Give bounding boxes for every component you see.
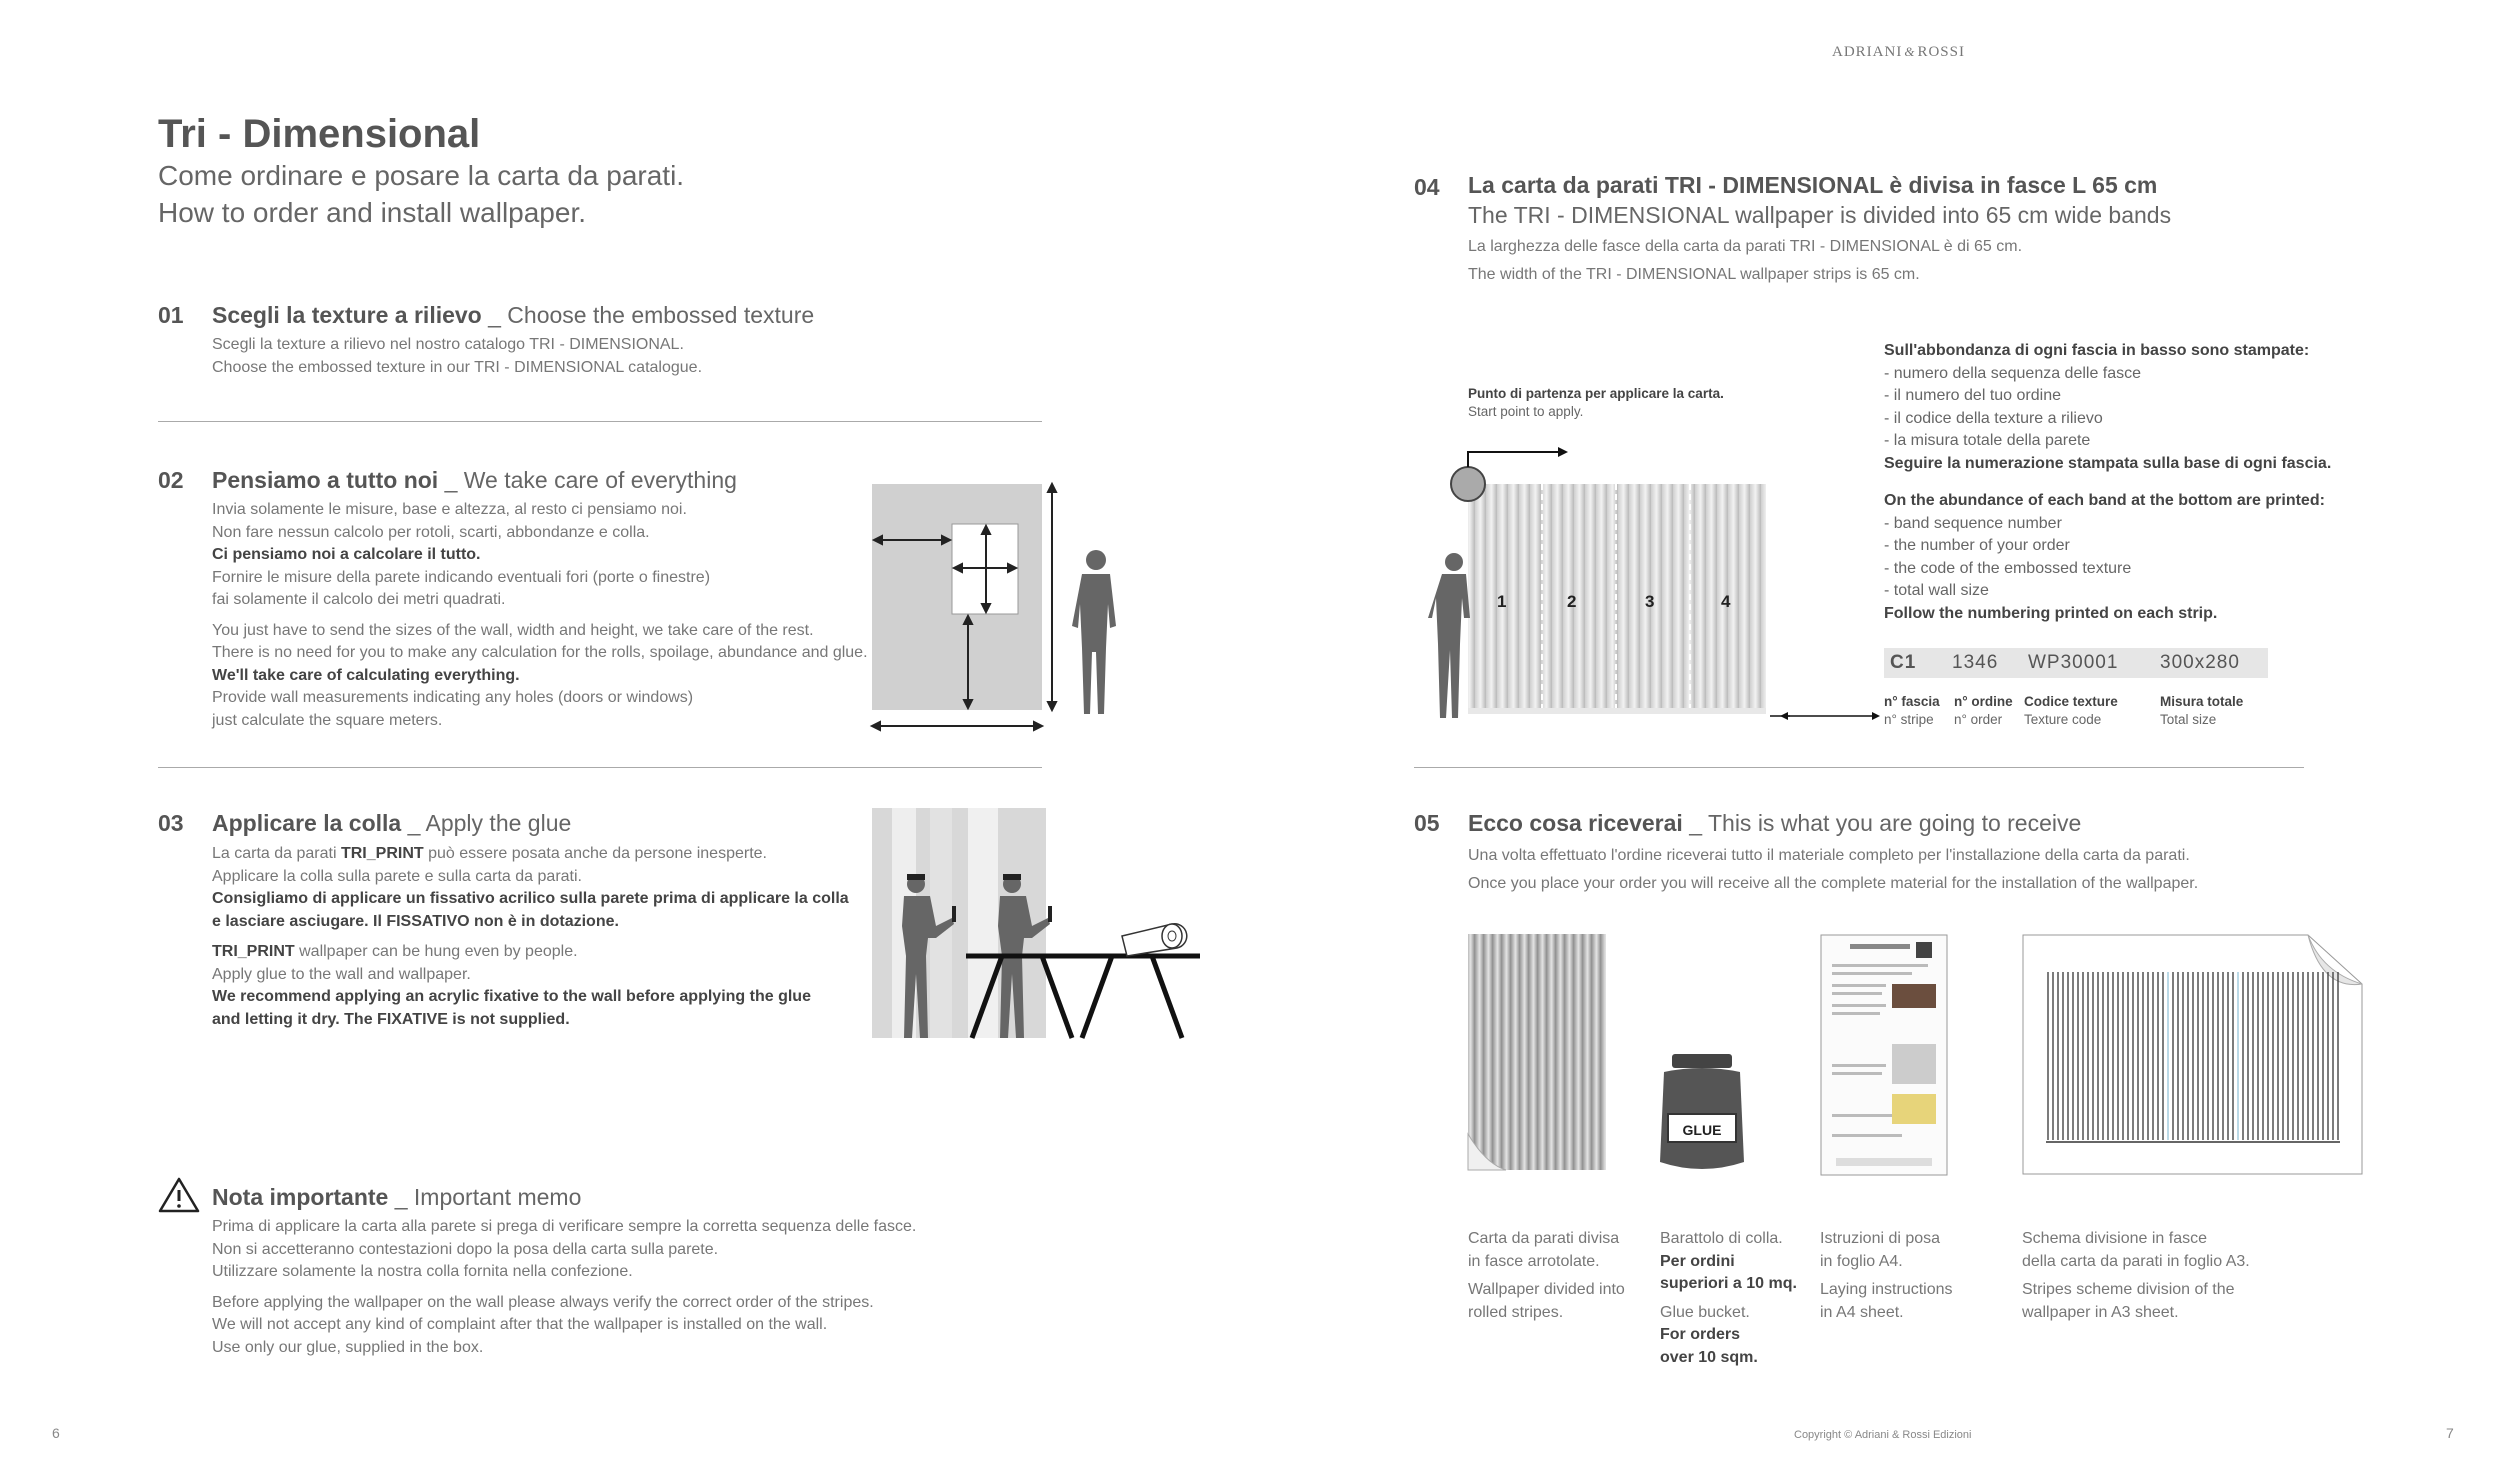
step-02-title: Pensiamo a tutto noi _ We take care of everything bbox=[212, 467, 737, 493]
step-04-text: La larghezza delle fasce della carta da parati TRI - DIMENSIONAL è di 65 cm. The width of the TRI - DIMENSIONAL wallpaper strips is 65 cm. bbox=[1468, 238, 2023, 283]
step-02-text: Invia solamente le misure, base e altezza, al resto ci pensiamo noi. Non fare nessun calcolo per rotoli, scarti, abbondanze e colla. Ci pensiamo noi a calcolare il tutto. Fornire le misure della parete indicando eventuali fori (porte o finestre) fai solamente il calcolo dei metri quadrati. You just have to send the sizes of the wall, width and height, we take care of the rest. There is no need for you to make any calculation for the rolls, spoilage, abundance and glue. We'll take care of calculating everything. Provide wall measurements indicating any holes (doors or windows) just calculate the square meters. bbox=[212, 501, 868, 729]
man-silhouette-icon bbox=[1064, 548, 1124, 718]
start-point-label: Punto di partenza per applicare la carta. Start point to apply. bbox=[1468, 386, 1724, 419]
step-05-text: Una volta effettuato l'ordine riceverai tutto il materiale completo per l'installazione della carta da parati. Once you place your order you will receive all the complete material for the installation of the wallpaper. bbox=[1468, 847, 2199, 892]
copyright: Copyright © Adriani & Rossi Edizioni bbox=[1794, 1429, 1972, 1441]
caption-scheme: Schema divisione in fasce della carta da parati in foglio A3. Stripes scheme division of the wallpaper in A3 sheet. bbox=[2022, 1230, 2250, 1321]
page-number-left: 6 bbox=[52, 1425, 60, 1441]
step-01-number: 01 bbox=[158, 302, 184, 328]
note-title: Nota importante _ Important memo bbox=[212, 1184, 582, 1210]
glue-application-illustration bbox=[872, 806, 1202, 1042]
warning-icon bbox=[158, 1176, 200, 1214]
caption-glue: Barattolo di colla. Per ordini superiori a 10 mq. Glue bucket. For orders over 10 sqm. bbox=[1660, 1230, 1797, 1366]
step-05-number: 05 bbox=[1414, 810, 1440, 836]
glue-label: GLUE bbox=[1682, 1122, 1722, 1138]
divider bbox=[158, 767, 1042, 768]
instructions-sheet-illustration bbox=[1820, 934, 1948, 1176]
step-03-number: 03 bbox=[158, 810, 184, 836]
page-number-right: 7 bbox=[2446, 1425, 2454, 1441]
divider bbox=[1414, 767, 2304, 768]
caption-wallpaper: Carta da parati divisa in fasce arrotolate. Wallpaper divided into rolled stripes. bbox=[1468, 1230, 1625, 1321]
step-01-title: Scegli la texture a rilievo _ Choose the embossed texture bbox=[212, 302, 815, 328]
step-03-title: Applicare la colla _ Apply the glue bbox=[212, 810, 572, 836]
strip-code-label: C1 1346 WP30001 300x280 bbox=[1884, 648, 2268, 678]
step-03-text: La carta da parati TRI_PRINT può essere posata anche da persone inesperte. Applicare la colla sulla parete e sulla carta da parati. Consigliamo di applicare un fissativo acrilico sulla parete prima di applicare la colla e lasciare asciugare. Il FISSATIVO non è in dotazione. TRI_PRINT wallpaper can be hung even by people. Apply glue to the wall and wallpaper. We recommend applying an acrylic fixative to the wall before applying the glue and letting it dry. The FIXATIVE is not supplied. bbox=[212, 845, 849, 1028]
stripes-scheme-sheet-illustration bbox=[2022, 934, 2364, 1176]
note-text: Prima di applicare la carta alla parete si prega di verificare sempre la corretta sequenza delle fasce. Non si accetteranno contestazioni dopo la posa della carta sulla parete. Utilizzare solamente la nostra colla fornita nella confezione. Before applying the wallpaper on the wall please always verify the correct order of the stripes. We will not accept any kind of complaint after that the wallpaper is installed on the wall. Use only our glue, supplied in the box. bbox=[212, 1218, 917, 1356]
page-title: Tri - Dimensional bbox=[158, 112, 481, 156]
step-04-title: La carta da parati TRI - DIMENSIONAL è divisa in fasce L 65 cm The TRI - DIMENSIONAL wallpaper is divided into 65 cm wide bands bbox=[1468, 172, 2172, 228]
step-04-number: 04 bbox=[1414, 174, 1440, 200]
step-02-number: 02 bbox=[158, 467, 184, 493]
intro-subtitle: Come ordinare e posare la carta da parati. How to order and install wallpaper. bbox=[158, 160, 685, 228]
rolled-wallpaper-illustration bbox=[1466, 934, 1608, 1176]
wall-measure-illustration bbox=[868, 480, 1068, 740]
wallpaper-strips-illustration bbox=[1420, 432, 1790, 732]
caption-instructions: Istruzioni di posa in foglio A4. Laying instructions in A4 sheet. bbox=[1820, 1230, 1953, 1321]
step-01-text: Scegli la texture a rilievo nel nostro catalogo TRI - DIMENSIONAL. Choose the embossed texture in our TRI - DIMENSIONAL catalogue. bbox=[212, 336, 703, 376]
arrow-icon bbox=[1780, 706, 1880, 726]
glue-bucket-icon bbox=[1656, 1052, 1748, 1176]
brand-logo: ADRIANI & ROSSI bbox=[1832, 44, 1965, 60]
step-05-title: Ecco cosa riceverai _ This is what you are going to receive bbox=[1468, 810, 2082, 836]
divider bbox=[158, 421, 1042, 422]
strip-info-text: Sull'abbondanza di ogni fascia in basso sono stampate: - numero della sequenza delle fasce - il numero del tuo ordine - il codice della texture a rilievo - la misura totale della parete Seguire la numerazione stampata sulla base di ogni fascia. On the abundance of each band at the bottom are printed: - band sequence number - the number of your order - the code of the embossed texture - total wall size Follow the numbering printed on each strip. bbox=[1884, 342, 2332, 622]
